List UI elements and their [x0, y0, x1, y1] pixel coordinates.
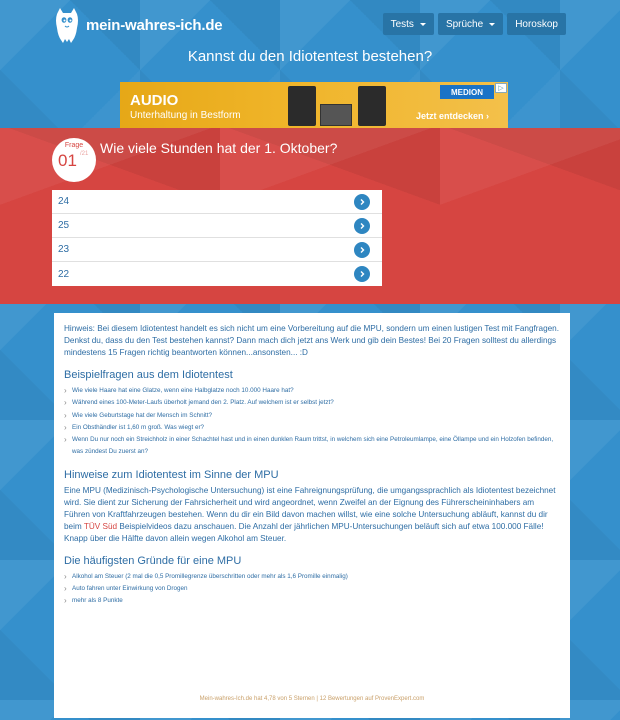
list-item[interactable]: › Wenn Du nur noch ein Streichholz in einer Schachtel hast und in einen dunklen Raum trittst, in welchem sich eine Petroleumlampe, eine Öllampe und ein Holzofen befinden, was zündest Du zuerst an? [64, 434, 560, 459]
caret-down-icon [420, 23, 426, 26]
answer-list [52, 190, 382, 286]
answer-label: 23 [58, 244, 70, 255]
site-logo[interactable] [54, 6, 222, 44]
section-heading: Hinweise zum Idiotentest im Sinne der MPU [64, 468, 279, 481]
example-questions-list [64, 385, 560, 459]
question-number: 01 [58, 151, 77, 170]
mpu-info-text [64, 485, 560, 545]
caret-down-icon [489, 23, 495, 26]
site-header [0, 0, 620, 50]
question-text: Wie viele Stunden hat der 1. Oktober? [100, 140, 338, 156]
tuv-link[interactable]: TÜV Süd [83, 521, 118, 531]
answer-option[interactable] [52, 214, 382, 238]
mpu-text-part: Eine MPU (Medizinisch-Psychologische Untersuchung) ist eine Fahreignungsprüfung, die umgangssprachlich als Idiotentest bezeichnet wird. Sie dient zur Sicherung der Fahrsicherheit und wird angeordnet, wenn Zweifel an der Eignung des Führerscheininhabers am Führen von Kraftfahrzeugen bestehen. Wenn du dir ein Bild davon machen willst, wie eine solche Untersuchung abläuft, kannst du dir beim [64, 485, 556, 531]
question-label: Frage [64, 142, 84, 149]
chevron-right-icon[interactable] [354, 266, 370, 282]
nav-horoskop-label: Horoskop [515, 18, 558, 30]
section-heading: Beispielfragen aus dem Idiotentest [64, 369, 233, 381]
nav-tests-label: Tests [390, 18, 414, 30]
list-item: › Alkohol am Steuer (2 mal die 0,5 Promillegrenze überschritten oder mehr als 1,6 Promille einmalig) [64, 571, 560, 583]
ad-choices-icon[interactable]: ▷ [495, 83, 507, 93]
question-counter [52, 138, 96, 182]
nav-horoskop-button[interactable] [507, 13, 566, 35]
list-item: › Auto fahren unter Einwirkung von Drogen [64, 583, 560, 595]
nav-sprueche-button[interactable] [438, 13, 503, 35]
answer-option[interactable] [52, 190, 382, 214]
ad-title: AUDIO [130, 92, 179, 109]
rating-footer[interactable]: Mein-wahres-Ich.de hat 4,78 von 5 Sternen | 12 Bewertungen auf ProvenExpert.com [199, 696, 425, 702]
logo-text: mein-wahres-ich.de [86, 16, 223, 34]
chevron-right-icon[interactable] [354, 242, 370, 258]
speaker-image [288, 86, 316, 126]
list-item[interactable]: › Wie viele Haare hat eine Glatze, wenn eine Halbglatze noch 10.000 Haare hat? [64, 385, 560, 397]
nav-sprueche-label: Sprüche [445, 18, 484, 30]
ad-cta-link[interactable]: Jetzt entdecken › [416, 111, 490, 121]
answer-label: 24 [58, 196, 70, 207]
list-item[interactable]: › Während eines 100-Meter-Laufs überholt jemand den 2. Platz. Auf welchem ist er selbst jetzt? [64, 397, 560, 409]
question-total: /21 [80, 151, 89, 157]
ad-banner[interactable] [120, 82, 508, 128]
intro-text: Hinweis: Bei diesem Idiotentest handelt es sich nicht um eine Vorbereitung auf die MPU, sondern um einen lustigen Test mit Fangfragen. Denkst du, dass du den Test bestehen kannst? Dann mach dich jetzt ans Werk und gib dein Bestes! Bei 20 Fragen solltest du allerdings mindestens 15 Fragen richtig beantworten können...ansonsten... :D [64, 324, 560, 357]
quiz-section [0, 128, 620, 304]
list-item[interactable]: › Ein Obsthändler ist 1,60 m groß. Was wiegt er? [64, 422, 560, 434]
answer-option[interactable] [52, 262, 382, 286]
article-content [54, 313, 570, 718]
stereo-unit-image [320, 104, 352, 126]
answer-option[interactable] [52, 238, 382, 262]
page-title: Kannst du den Idiotentest bestehen? [187, 48, 433, 65]
reasons-list [64, 571, 560, 608]
answer-label: 22 [58, 268, 70, 280]
speaker-image [358, 86, 386, 126]
list-item[interactable]: › Wie viele Geburtstage hat der Mensch im Schnitt? [64, 410, 560, 422]
main-nav [383, 13, 566, 35]
ad-subtitle: Unterhaltung in Bestform [130, 110, 241, 121]
chevron-right-icon[interactable] [354, 218, 370, 234]
mpu-text-part: Beispielvideos dazu anschauen. Die Anzahl der jährlichen MPU-Untersuchungen beläuft sich auf etwa 100.000 Fälle! Knapp über die Hälfte davon allein wegen Alkohol am Steuer. [64, 521, 544, 543]
section-heading: Die häufigsten Gründe für eine MPU [64, 554, 242, 567]
mascot-icon [54, 6, 80, 44]
ad-brand-logo: MEDION [440, 85, 494, 99]
chevron-right-icon[interactable] [354, 194, 370, 210]
nav-tests-button[interactable] [383, 13, 434, 35]
answer-label: 25 [58, 220, 70, 231]
list-item: › mehr als 8 Punkte [64, 595, 560, 607]
